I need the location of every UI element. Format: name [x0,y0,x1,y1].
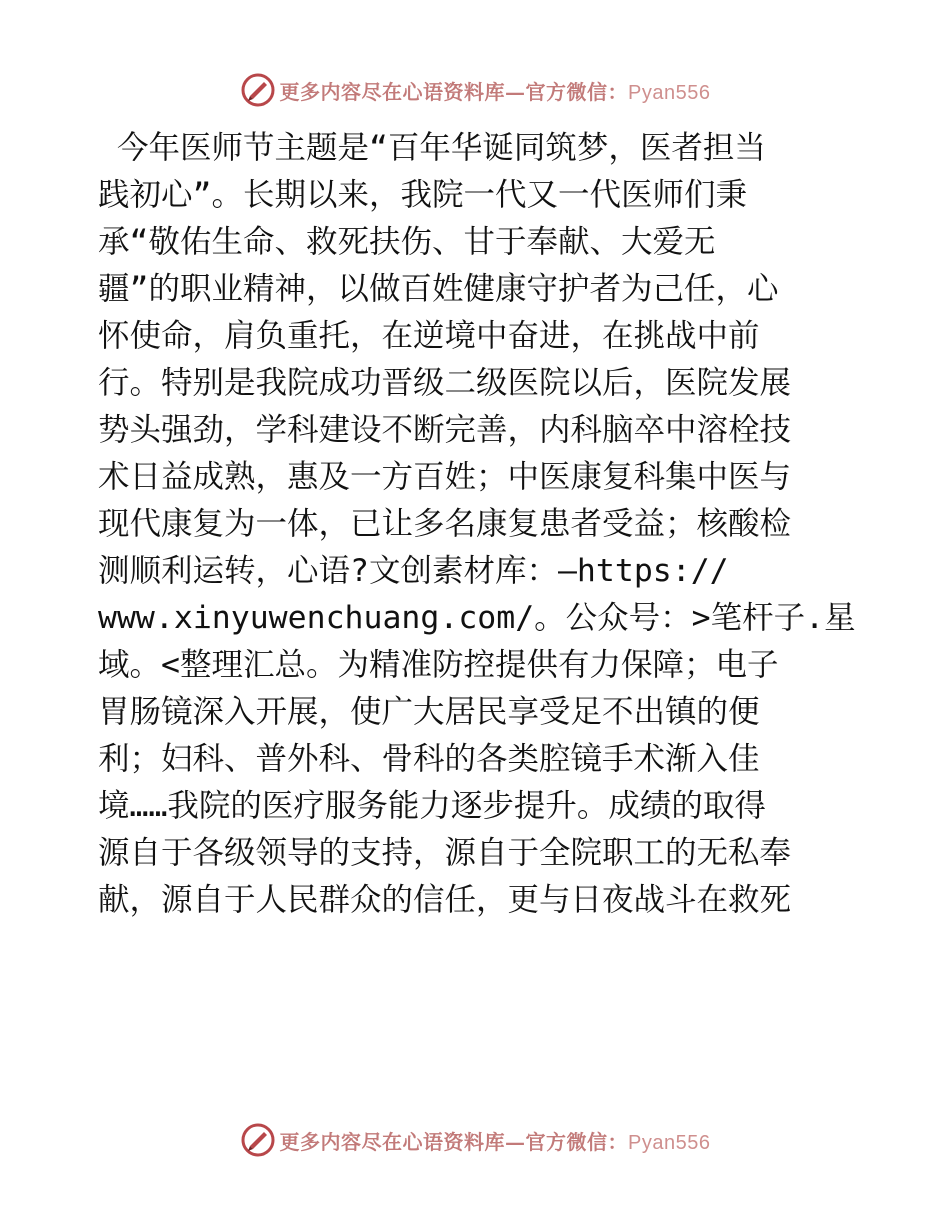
paragraph-line: 术日益成熟，惠及一方百姓；中医康复科集中医与 [98,459,792,495]
paragraph-line: 今年医师节主题是“百年华诞同筑梦，医者担当 [98,130,766,166]
watermark-logo-icon [240,72,276,108]
paragraph-line: 利；妇科、普外科、骨科的各类腔镜手术渐入佳 [98,741,760,777]
paragraph-line: 源自于各级领导的支持，源自于全院职工的无私奉 [98,835,792,871]
paragraph-line: 承“敬佑生命、救死扶伤、甘于奉献、大爱无 [98,224,716,260]
watermark-text: 更多内容尽在心语资料库—官方微信：Pyan556 [279,1129,711,1154]
paragraph-line: 行。特别是我院成功晋级二级医院以后，医院发展 [98,365,792,401]
paragraph-line: 献，源自于人民群众的信任，更与日夜战斗在救死 [98,882,792,918]
paragraph-line: 境……我院的医疗服务能力逐步提升。成绩的取得 [98,788,766,824]
paragraph-line: 胃肠镜深入开展，使广大居民享受足不出镇的便 [98,694,760,730]
paragraph-line: 现代康复为一体，已让多名康复患者受益；核酸检 [98,506,792,542]
watermark-banner-top [0,70,950,110]
watermark-banner-bottom [0,1120,950,1160]
paragraph-line: 疆”的职业精神，以做百姓健康守护者为己任，心 [98,271,779,307]
paragraph-line: www.xinyuwenchuang.com/。公众号：>笔杆子.星 [98,600,856,636]
paragraph-line: 践初心”。长期以来，我院一代又一代医师们秉 [98,177,747,213]
paragraph-line: 域。<整理汇总。为精准防控提供有力保障；电子 [98,647,779,683]
paragraph-line: 怀使命，肩负重托，在逆境中奋进，在挑战中前 [98,318,760,354]
watermark-text: 更多内容尽在心语资料库—官方微信：Pyan556 [279,79,711,104]
paragraph-line: 势头强劲，学科建设不断完善，内科脑卒中溶栓技 [98,412,792,448]
document-paragraph [98,125,858,924]
paragraph-line: 测顺利运转，心语?文创素材库：—https:// [98,553,729,589]
watermark-logo-icon [240,1122,276,1158]
